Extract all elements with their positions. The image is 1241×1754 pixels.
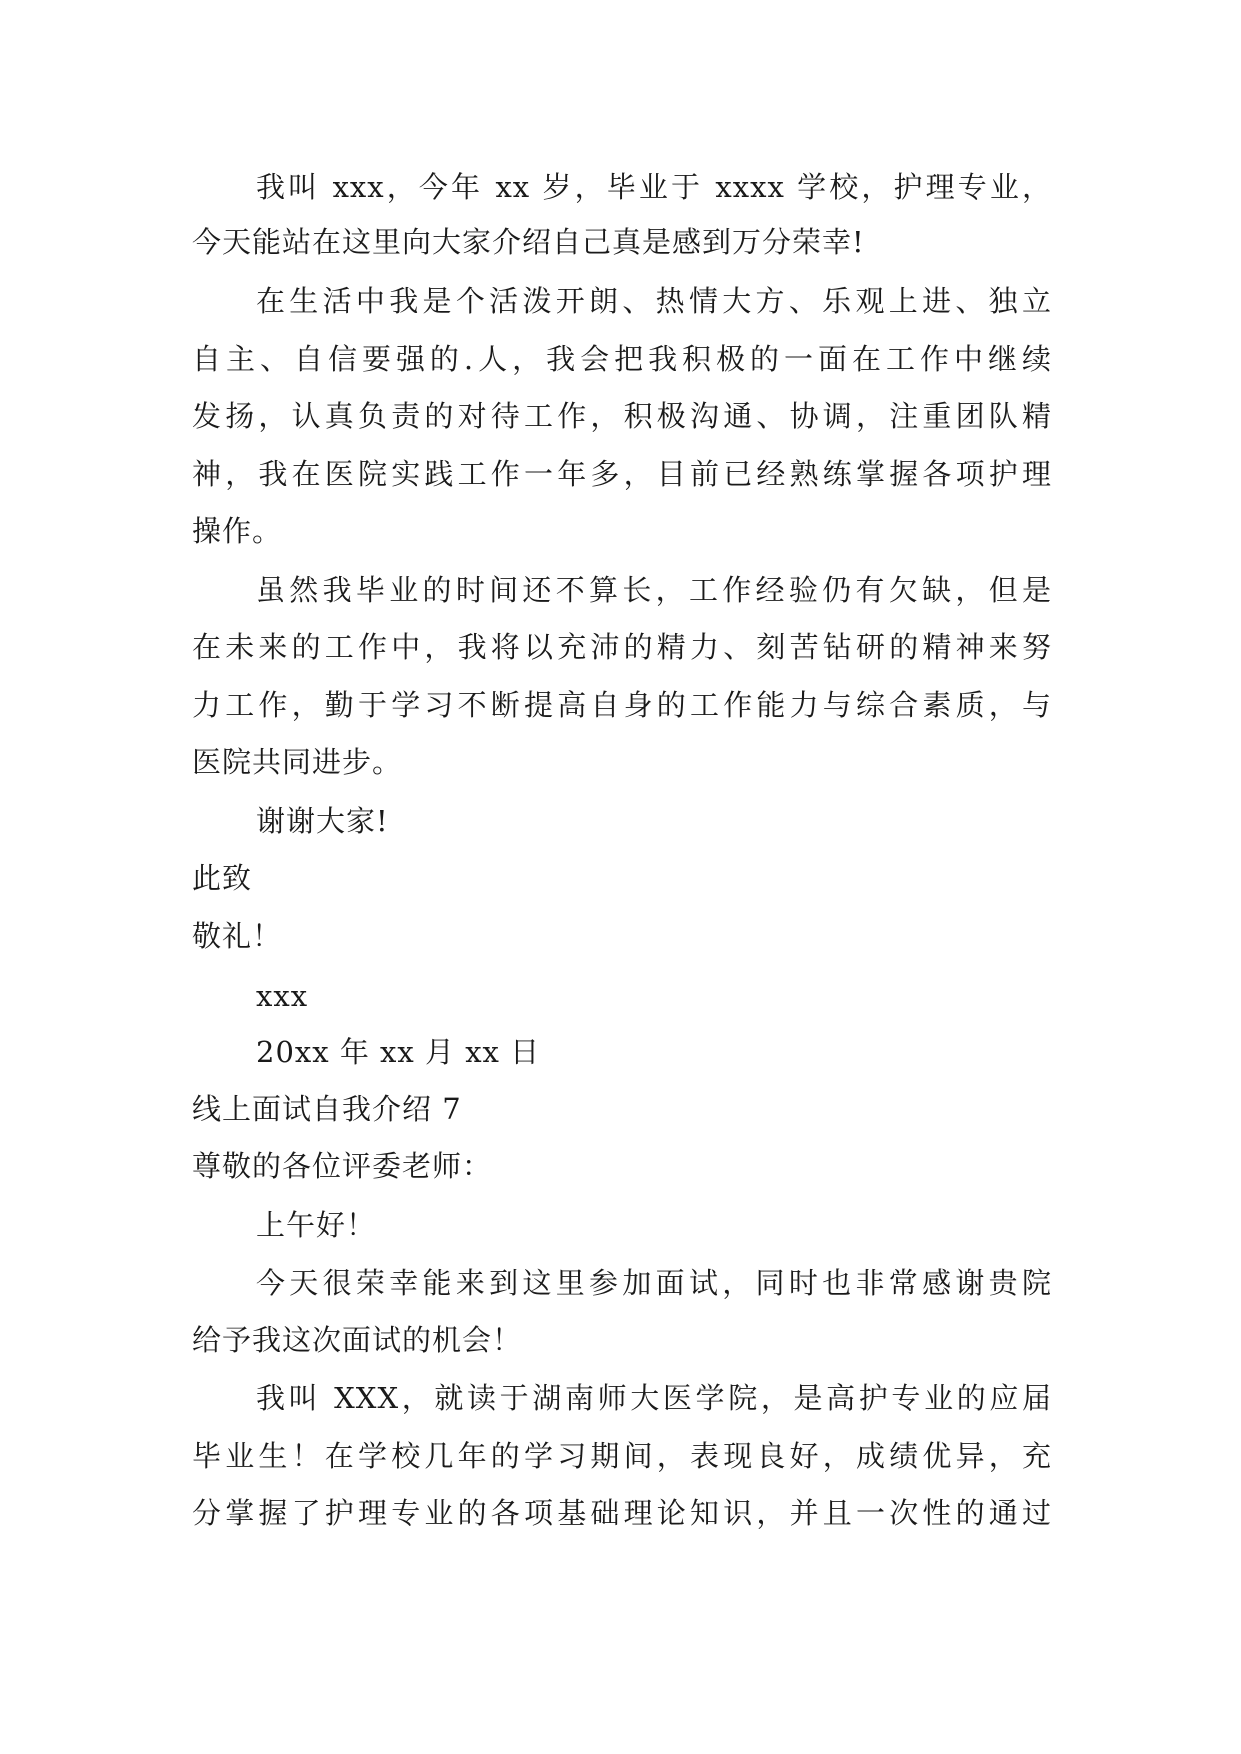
- text-line: 在未来的工作中，我将以充沛的精力、刻苦钻研的精神来努: [192, 630, 1052, 664]
- text-line: 线上面试自我介绍 7: [192, 1092, 462, 1126]
- text-line: 上午好！: [256, 1208, 377, 1242]
- text-line: 力工作，勤于学习不断提高自身的工作能力与综合素质，与: [192, 688, 1052, 722]
- text-line: 虽然我毕业的时间还不算长，工作经验仍有欠缺，但是: [256, 573, 1052, 607]
- text-line: 分掌握了护理专业的各项基础理论知识，并且一次性的通过: [192, 1496, 1052, 1530]
- text-line: 在生活中我是个活泼开朗、热情大方、乐观上进、独立: [256, 284, 1052, 318]
- text-line: 医院共同进步。: [192, 745, 403, 779]
- text-line: 发扬，认真负责的对待工作，积极沟通、协调，注重团队精: [192, 399, 1052, 433]
- text-line: 20xx 年 xx 月 xx 日: [256, 1035, 541, 1069]
- text-line: 我叫 xxx，今年 xx 岁，毕业于 xxxx 学校，护理专业，: [256, 170, 1052, 204]
- text-line: 尊敬的各位评委老师：: [192, 1149, 493, 1183]
- text-line: 神，我在医院实践工作一年多，目前已经熟练掌握各项护理: [192, 457, 1052, 491]
- text-line: 今天能站在这里向大家介绍自己真是感到万分荣幸!: [192, 225, 865, 259]
- text-line: 谢谢大家!: [256, 804, 389, 838]
- text-line: 毕业生！在学校几年的学习期间，表现良好，成绩优异，充: [192, 1439, 1052, 1473]
- text-line: 给予我这次面试的机会！: [192, 1323, 523, 1357]
- text-line: 操作。: [192, 514, 283, 548]
- text-line: xxx: [256, 979, 309, 1013]
- text-line: 敬礼！: [192, 919, 283, 953]
- text-line: 此致: [192, 861, 253, 895]
- text-line: 我叫 XXX，就读于湖南师大医学院，是高护专业的应届: [256, 1381, 1052, 1415]
- text-line: 今天很荣幸能来到这里参加面试，同时也非常感谢贵院: [256, 1266, 1052, 1300]
- text-line: 自主、自信要强的.人，我会把我积极的一面在工作中继续: [192, 342, 1052, 376]
